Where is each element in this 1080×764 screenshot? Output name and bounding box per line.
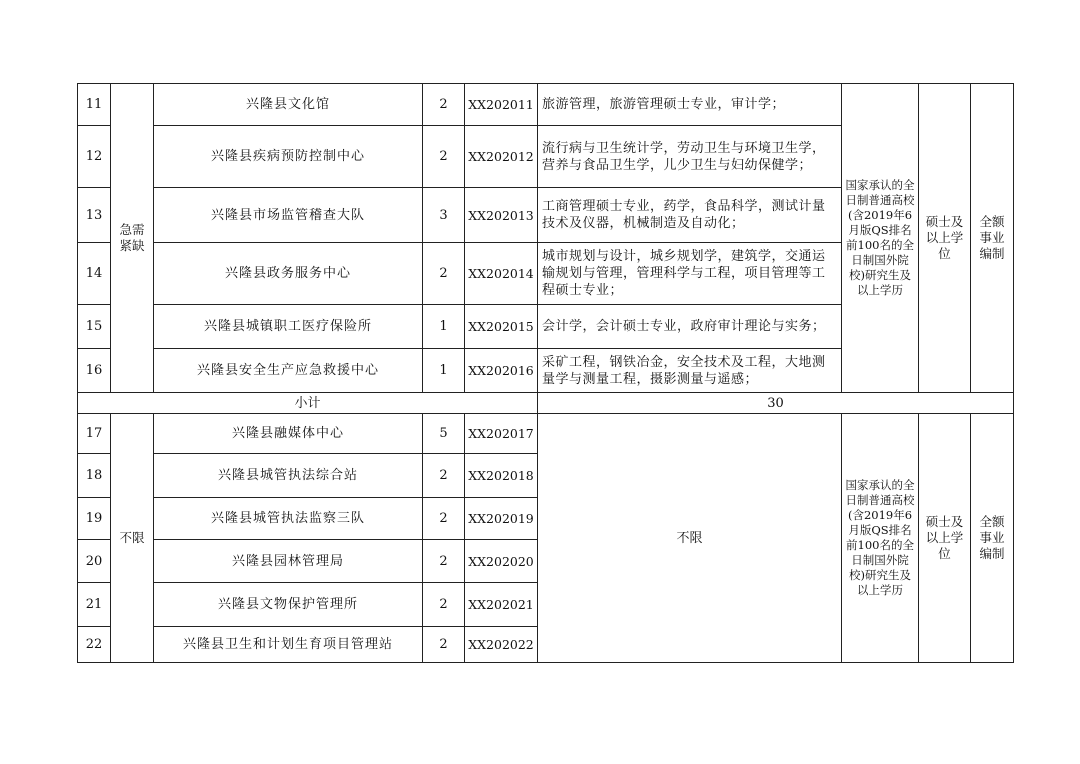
category-cell: 不限	[111, 414, 154, 663]
education-requirement: 国家承认的全日制普通高校(含2019年6月版QS排名前100名的全日制国外院校)研究生及以上学历	[842, 414, 919, 663]
major-requirement: 旅游管理，旅游管理硕士专业，审计学；	[538, 84, 842, 126]
position-count: 2	[423, 454, 465, 498]
unit-name: 兴隆县文化馆	[154, 84, 423, 126]
major-requirement: 会计学，会计硕士专业，政府审计理论与实务；	[538, 305, 842, 349]
unit-name: 兴隆县融媒体中心	[154, 414, 423, 454]
subtotal-row	[78, 393, 1014, 414]
position-count: 2	[423, 84, 465, 126]
row-number: 20	[78, 540, 111, 583]
position-count: 2	[423, 583, 465, 627]
position-count: 2	[423, 498, 465, 540]
table-row	[78, 414, 1014, 454]
row-number: 14	[78, 243, 111, 305]
row-number: 12	[78, 126, 111, 188]
subtotal-value: 30	[538, 393, 1014, 414]
position-count: 2	[423, 627, 465, 663]
position-code: XX202015	[465, 305, 538, 349]
major-requirement: 流行病与卫生统计学，劳动卫生与环境卫生学，营养与食品卫生学，儿少卫生与妇幼保健学；	[538, 126, 842, 188]
unit-name: 兴隆县卫生和计划生育项目管理站	[154, 627, 423, 663]
position-code: XX202020	[465, 540, 538, 583]
unit-name: 兴隆县政务服务中心	[154, 243, 423, 305]
major-requirement: 城市规划与设计，城乡规划学，建筑学，交通运输规划与管理，管理科学与工程，项目管理等工程硕士专业；	[538, 243, 842, 305]
recruitment-table	[77, 83, 1014, 663]
degree-requirement: 硕士及以上学位	[919, 84, 971, 393]
unit-name: 兴隆县安全生产应急救援中心	[154, 349, 423, 393]
unit-name: 兴隆县城管执法监察三队	[154, 498, 423, 540]
position-count: 5	[423, 414, 465, 454]
position-code: XX202012	[465, 126, 538, 188]
unit-name: 兴隆县园林管理局	[154, 540, 423, 583]
row-number: 15	[78, 305, 111, 349]
major-requirement: 采矿工程，钢铁冶金，安全技术及工程，大地测量学与测量工程，摄影测量与遥感；	[538, 349, 842, 393]
position-count: 2	[423, 243, 465, 305]
position-code: XX202013	[465, 188, 538, 243]
row-number: 18	[78, 454, 111, 498]
major-requirement: 不限	[538, 414, 842, 663]
major-requirement: 工商管理硕士专业，药学，食品科学，测试计量技术及仪器，机械制造及自动化；	[538, 188, 842, 243]
position-code: XX202022	[465, 627, 538, 663]
position-code: XX202016	[465, 349, 538, 393]
subtotal-label: 小计	[78, 393, 538, 414]
position-count: 1	[423, 305, 465, 349]
category-cell: 急需紧缺	[111, 84, 154, 393]
row-number: 13	[78, 188, 111, 243]
unit-name: 兴隆县市场监管稽查大队	[154, 188, 423, 243]
row-number: 21	[78, 583, 111, 627]
row-number: 17	[78, 414, 111, 454]
position-code: XX202019	[465, 498, 538, 540]
position-code: XX202018	[465, 454, 538, 498]
position-code: XX202017	[465, 414, 538, 454]
staffing-type: 全额事业编制	[971, 84, 1014, 393]
row-number: 19	[78, 498, 111, 540]
position-code: XX202021	[465, 583, 538, 627]
staffing-type: 全额事业编制	[971, 414, 1014, 663]
row-number: 16	[78, 349, 111, 393]
position-count: 1	[423, 349, 465, 393]
position-count: 2	[423, 126, 465, 188]
position-code: XX202014	[465, 243, 538, 305]
table-row	[78, 84, 1014, 126]
position-code: XX202011	[465, 84, 538, 126]
row-number: 22	[78, 627, 111, 663]
unit-name: 兴隆县城管执法综合站	[154, 454, 423, 498]
degree-requirement: 硕士及以上学位	[919, 414, 971, 663]
education-requirement: 国家承认的全日制普通高校(含2019年6月版QS排名前100名的全日制国外院校)研究生及以上学历	[842, 84, 919, 393]
unit-name: 兴隆县城镇职工医疗保险所	[154, 305, 423, 349]
unit-name: 兴隆县文物保护管理所	[154, 583, 423, 627]
row-number: 11	[78, 84, 111, 126]
unit-name: 兴隆县疾病预防控制中心	[154, 126, 423, 188]
position-count: 3	[423, 188, 465, 243]
position-count: 2	[423, 540, 465, 583]
